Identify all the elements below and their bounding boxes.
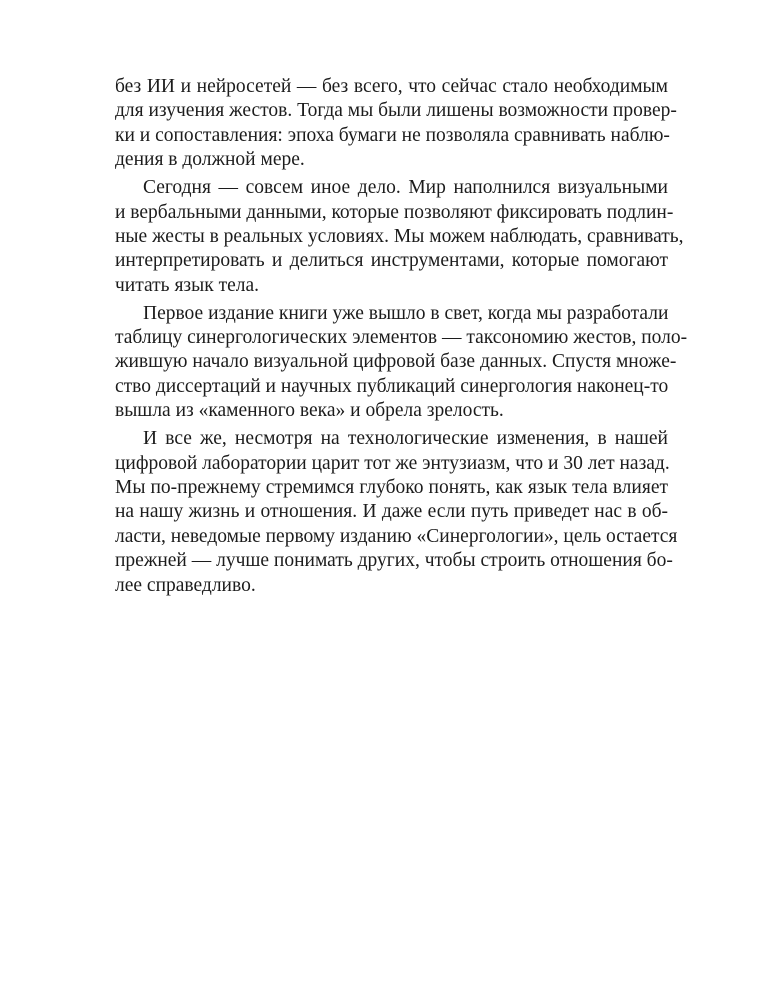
text-line: вышла из «каменного века» и обрела зрелость.	[115, 400, 504, 422]
text-line: ство диссертаций и научных публикаций синергология наконец-то	[115, 375, 669, 397]
text-line: цифровой лаборатории царит тот же энтузиазм, что и 30 лет назад.	[115, 452, 670, 474]
text-line: И все же, несмотря на технологические изменения, в нашей	[143, 428, 668, 450]
text-line: дения в должной мере.	[115, 149, 305, 171]
paragraph-4	[115, 427, 678, 598]
text-line: интерпретировать и делиться инструментами, которые помогают	[115, 250, 668, 272]
text-line: ки и сопоставления: эпоха бумаги не позволяла сравнивать наблю-	[115, 124, 670, 146]
text-line: Первое издание книги уже вышло в свет, когда мы разработали	[143, 302, 669, 324]
text-line: таблицу синергологических элементов — таксономию жестов, поло-	[115, 327, 688, 349]
text-line: без ИИ и нейросетей — без всего, что сейчас стало необходимым	[115, 76, 668, 97]
body-text	[115, 75, 688, 602]
text-line: лее справедливо.	[115, 574, 256, 596]
text-line: ласти, неведомые первому изданию «Синергологии», цель остается	[115, 525, 678, 547]
paragraph-2	[115, 176, 684, 298]
text-line: ные жесты в реальных условиях. Мы можем наблюдать, сравнивать,	[115, 225, 684, 247]
text-line: читать язык тела.	[115, 274, 260, 296]
text-line: прежней — лучше понимать других, чтобы строить отношения бо-	[115, 550, 673, 572]
text-line: на нашу жизнь и отношения. И даже если путь приведет нас в об-	[115, 501, 668, 523]
paragraph-1	[115, 75, 677, 173]
text-line: и вербальными данными, которые позволяют фиксировать подлин-	[115, 201, 674, 223]
text-line: для изучения жестов. Тогда мы были лишены возможности провер-	[115, 100, 677, 122]
text-line: Сегодня — совсем иное дело. Мир наполнился визуальными	[143, 177, 668, 199]
text-line: Мы по-прежнему стремимся глубоко понять, как язык тела влияет	[115, 477, 668, 499]
paragraph-3	[115, 302, 688, 424]
text-line: жившую начало визуальной цифровой базе данных. Спустя множе-	[115, 351, 677, 373]
